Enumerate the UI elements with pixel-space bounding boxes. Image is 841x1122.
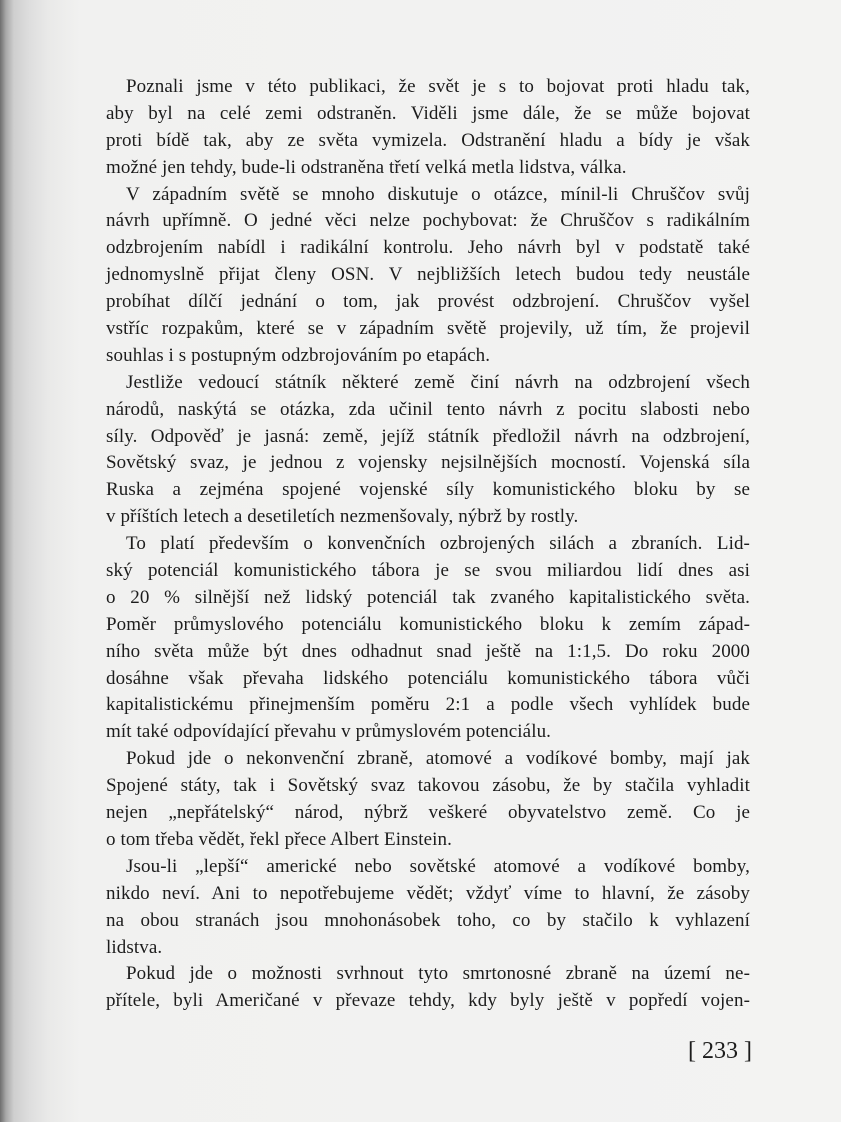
text-line: Pokud jde o nekonvenční zbraně, atomové a vodíkové bomby, mají jak xyxy=(126,748,750,770)
text-line: V západním světě se mnoho diskutuje o otázce, mínil-li Chruščov svůj xyxy=(126,183,750,205)
text-line: Poměr průmyslového potenciálu komunistického bloku k zemím západ- xyxy=(106,613,750,635)
text-line: o 20 % silnější než lidský potenciál tak zvaného kapitalistického světa. xyxy=(106,586,750,608)
text-line: probíhat dílčí jednání o tom, jak provést odzbrojení. Chruščov vyšel xyxy=(106,291,750,313)
paragraph xyxy=(106,74,750,182)
page-number: [ 233 ] xyxy=(688,1038,752,1064)
text-line: na obou stranách jsou mnohonásobek toho, co by stačilo k vyhlazení xyxy=(106,909,750,931)
paragraph xyxy=(106,370,750,531)
text-line: jednomyslně přijat členy OSN. V nejbližších letech budou tedy neustále xyxy=(106,264,750,286)
text-line: ního světa může být dnes odhadnut snad ještě na 1:1,5. Do roku 2000 xyxy=(106,640,750,662)
body-text xyxy=(106,74,750,1015)
paragraph xyxy=(106,746,750,854)
text-line: lidstva. xyxy=(106,936,163,958)
text-line: Jestliže vedoucí státník některé země činí návrh na odzbrojení všech xyxy=(126,371,750,393)
paragraph xyxy=(106,854,750,962)
paragraph xyxy=(106,182,750,370)
text-line: odzbrojením nabídl i radikální kontrolu. Jeho návrh byl v podstatě také xyxy=(106,237,750,259)
text-line: Pokud jde o možnosti svrhnout tyto smrtonosné zbraně na území ne- xyxy=(126,963,750,985)
text-line: Ruska a zejména spojené vojenské síly komunistického bloku by se xyxy=(106,479,750,501)
text-line: dosáhne však převaha lidského potenciálu komunistického tábora vůči xyxy=(106,667,750,689)
text-line: souhlas i s postupným odzbrojováním po etapách. xyxy=(106,344,491,366)
text-line: ský potenciál komunistického tábora je se svou miliardou lidí dnes asi xyxy=(106,560,750,582)
text-line: vstříc rozpakům, které se v západním světě projevily, už tím, že projevil xyxy=(106,318,750,340)
paragraph xyxy=(106,961,750,1015)
text-line: přítele, byli Američané v převaze tehdy, kdy byly ještě v popředí vojen- xyxy=(106,990,750,1012)
paragraph xyxy=(106,531,750,746)
text-line: návrh upřímně. O jedné věci nelze pochybovat: že Chruščov s radikálním xyxy=(106,210,750,232)
text-line: síly. Odpověď je jasná: země, jejíž státník předložil návrh na odzbrojení, xyxy=(106,425,750,447)
text-line: Jsou-li „lepší“ americké nebo sovětské atomové a vodíkové bomby, xyxy=(126,855,750,877)
text-line: To platí především o konvenčních ozbrojených silách a zbraních. Lid- xyxy=(126,533,750,555)
text-line: mít také odpovídající převahu v průmyslovém potenciálu. xyxy=(106,721,552,743)
text-line: o tom třeba vědět, řekl přece Albert Einstein. xyxy=(106,828,452,850)
text-line: možné jen tehdy, bude-li odstraněna třetí velká metla lidstva, válka. xyxy=(106,156,627,178)
text-line: proti bídě tak, aby ze světa vymizela. Odstranění hladu a bídy je však xyxy=(106,129,750,151)
text-line: nejen „nepřátelský“ národ, nýbrž veškeré obyvatelstvo země. Co je xyxy=(106,802,750,824)
text-line: Poznali jsme v této publikaci, že svět je s to bojovat proti hladu tak, xyxy=(126,76,750,97)
text-line: nikdo neví. Ani to nepotřebujeme vědět; vždyť víme to hlavní, že zásoby xyxy=(106,882,750,904)
text-line: v příštích letech a desetiletích nezmenšovaly, nýbrž by rostly. xyxy=(106,506,579,528)
text-line: Spojené státy, tak i Sovětský svaz takovou zásobu, že by stačila vyhladit xyxy=(106,775,750,797)
text-line: aby byl na celé zemi odstraněn. Viděli jsme dále, že se může bojovat xyxy=(106,102,750,124)
text-line: Sovětský svaz, je jednou z vojensky nejsilnějších mocností. Vojenská síla xyxy=(106,452,750,474)
text-line: národů, naskýtá se otázka, zda učinil tento návrh z pocitu slabosti nebo xyxy=(106,398,750,420)
text-line: kapitalistickému přinejmenším poměru 2:1 a podle všech vyhlídek bude xyxy=(106,694,750,716)
